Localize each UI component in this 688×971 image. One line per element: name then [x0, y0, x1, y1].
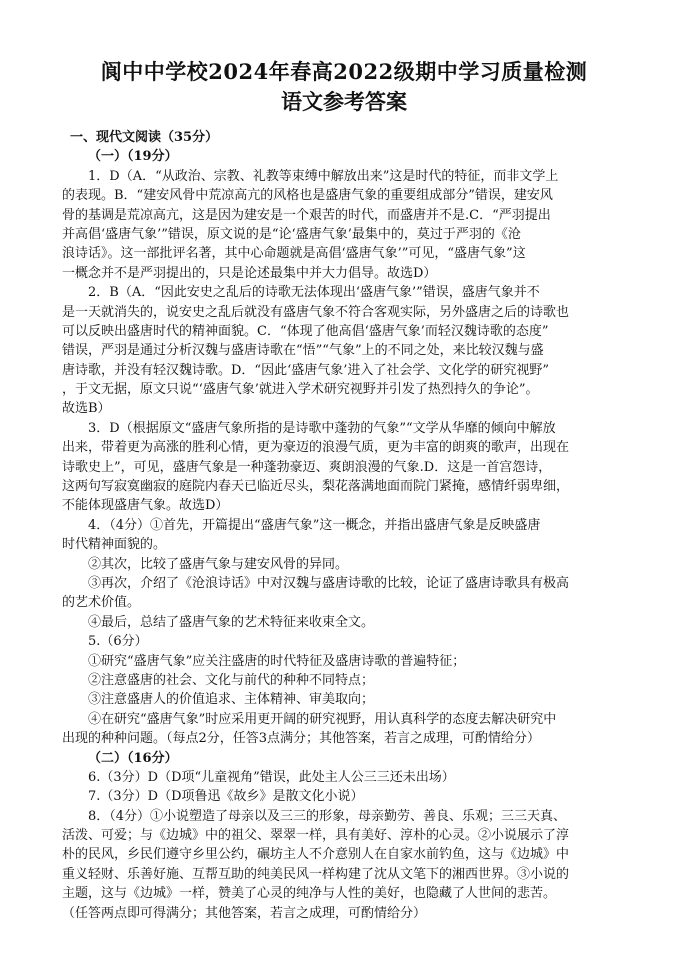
text-line: ④在研究“盛唐气象”时应采用更开阔的研究视野，用认真科学的态度去解决研究中: [88, 711, 557, 727]
text-line: （任答两点即可得满分；其他答案，若言之成理，可酌情给分）: [62, 905, 427, 921]
text-line: ④最后，总结了盛唐气象的艺术特征来收束全文。: [88, 614, 375, 630]
text-line: 时代精神面貌的。: [62, 537, 167, 553]
text-line: 朴的民风，乡民们遵守乡里公约，碾坊主人不介意别人在自家水前钓鱼，这与《边城》中: [62, 847, 570, 863]
text-line: ①研究“盛唐气象”应关注盛唐的时代特征及盛唐诗歌的普遍特征；: [88, 653, 466, 669]
text-line: 活泼、可爱；与《边城》中的祖父、翠翠一样，具有美好、淳朴的心灵。②小说展示了淳: [62, 828, 570, 844]
text-line: 4．（4分）①首先，开篇提出“盛唐气象”这一概念，并指出盛唐气象是反映盛唐: [88, 517, 541, 533]
text-line: 主题，这与《边城》一样，赞美了心灵的纯净与人性的美好，也隐藏了人世间的悲苦。: [62, 886, 557, 902]
text-line: 出来，带着更为高涨的胜利心情，更为豪迈的浪漫气质，更为丰富的朗爽的歌声，出现在: [62, 440, 570, 456]
text-line: 6.（3分）D（D项“儿童视角”错误，此处主人公三三还未出场）: [88, 769, 455, 785]
text-line: 重义轻财、乐善好施、互帮互助的纯美民风一样构建了沈从文笔下的湘西世界。③小说的: [62, 866, 570, 882]
section-heading: （二）（16分）: [88, 750, 178, 766]
text-line: 的表现。B．“建安风骨中荒凉高亢的风格也是盛唐气象的重要组成部分”错误，建安风: [62, 188, 553, 204]
text-line: ②其次，比较了盛唐气象与建安风骨的异同。: [88, 556, 349, 572]
text-line: 骨的基调是荒凉高亢，这是因为建安是一个艰苦的时代，而盛唐并不是.C．“严羽提出: [62, 207, 551, 223]
text-line: 一概念并不是严羽提出的，只是论述最集中并大力倡导。故选D）: [62, 265, 437, 281]
text-line: ②注意盛唐的社会、文化与前代的种种不同特点；: [88, 672, 375, 688]
text-line: 并高倡‘盛唐气象’”错误，原文说的是“论‘盛唐气象’最集中的，莫过于严羽的《沧: [62, 226, 521, 242]
document-subtitle: 语文参考答案: [281, 89, 407, 114]
text-line: 是一天就消失的，说安史之乱后就没有盛唐气象不符合客观实际，另外盛唐之后的诗歌也: [62, 304, 570, 320]
text-line: 3．D（根据原文“盛唐气象所指的是诗歌中蓬勃的气象”“文学从华靡的倾向中解放: [88, 420, 556, 436]
text-line: 唐诗歌，并没有轻汉魏诗歌。D．“因此‘盛唐气象’进入了社会学、文化学的研究视野”: [62, 362, 549, 378]
section-heading: 一、现代文阅读（35分）: [70, 130, 219, 145]
text-line: 不能体现盛唐气象。故选D）: [62, 498, 229, 514]
text-line: 8．（4分）①小说塑造了母亲以及三三的形象，母亲勤劳、善良、乐观；三三天真、: [88, 808, 567, 824]
text-line: 7.（3分）D（D项鲁迅《故乡》是散文化小说）: [88, 789, 364, 805]
text-line: 2．B（A．“因此安史之乱后的诗歌无法体现出‘盛唐气象’”错误，盛唐气象并不: [88, 285, 540, 301]
text-line: 错误，严羽是通过分析汉魏与盛唐诗歌在“悟”“气象”上的不同之处，来比较汉魏与盛: [62, 343, 544, 359]
document-body: [62, 128, 638, 923]
text-line: ③注意盛唐人的价值追求、主体精神、审美取向；: [88, 692, 375, 708]
text-line: 的艺术价值。: [62, 595, 141, 611]
document-title: 阆中中学校2024年春高2022级期中学习质量检测: [100, 59, 588, 84]
text-line: ③再次，介绍了《沧浪诗话》中对汉魏与盛唐诗歌的比较，论证了盛唐诗歌具有极高: [88, 575, 570, 591]
text-line: 5.（6分）: [88, 634, 148, 650]
section-heading: （一）（19分）: [88, 149, 178, 165]
text-line: ，于文无据，原文只说“‘盛唐气象’就进入学术研究视野并引发了热烈持久的争论”。: [62, 382, 539, 398]
text-line: 浪诗话》。这一部批评名著，其中心命题就是高倡‘盛唐气象’”可见，“盛唐气象”这: [62, 246, 526, 262]
text-line: 1．D（A．“从政治、宗教、礼教等束缚中解放出来”这是时代的特征，而非文学上: [88, 168, 559, 184]
text-line: 故选B）: [62, 401, 111, 417]
text-line: 这两句写寂寞幽寂的庭院内春天已临近尽头，梨花落满地面而院门紧掩，感情纤弱卑细，: [62, 479, 570, 495]
text-line: 诗歌史上”，可见，盛唐气象是一种蓬勃豪迈、爽朗浪漫的气象.D．这是一首宫怨诗，: [62, 459, 552, 475]
text-line: 可以反映出盛唐时代的精神面貌。C．“体现了他高倡‘盛唐气象’而轻汉魏诗歌的态度”: [62, 323, 549, 339]
text-line: 出现的种种问题。（每点2分，任答3点满分；其他答案，若言之成理，可酌情给分）: [62, 731, 541, 747]
